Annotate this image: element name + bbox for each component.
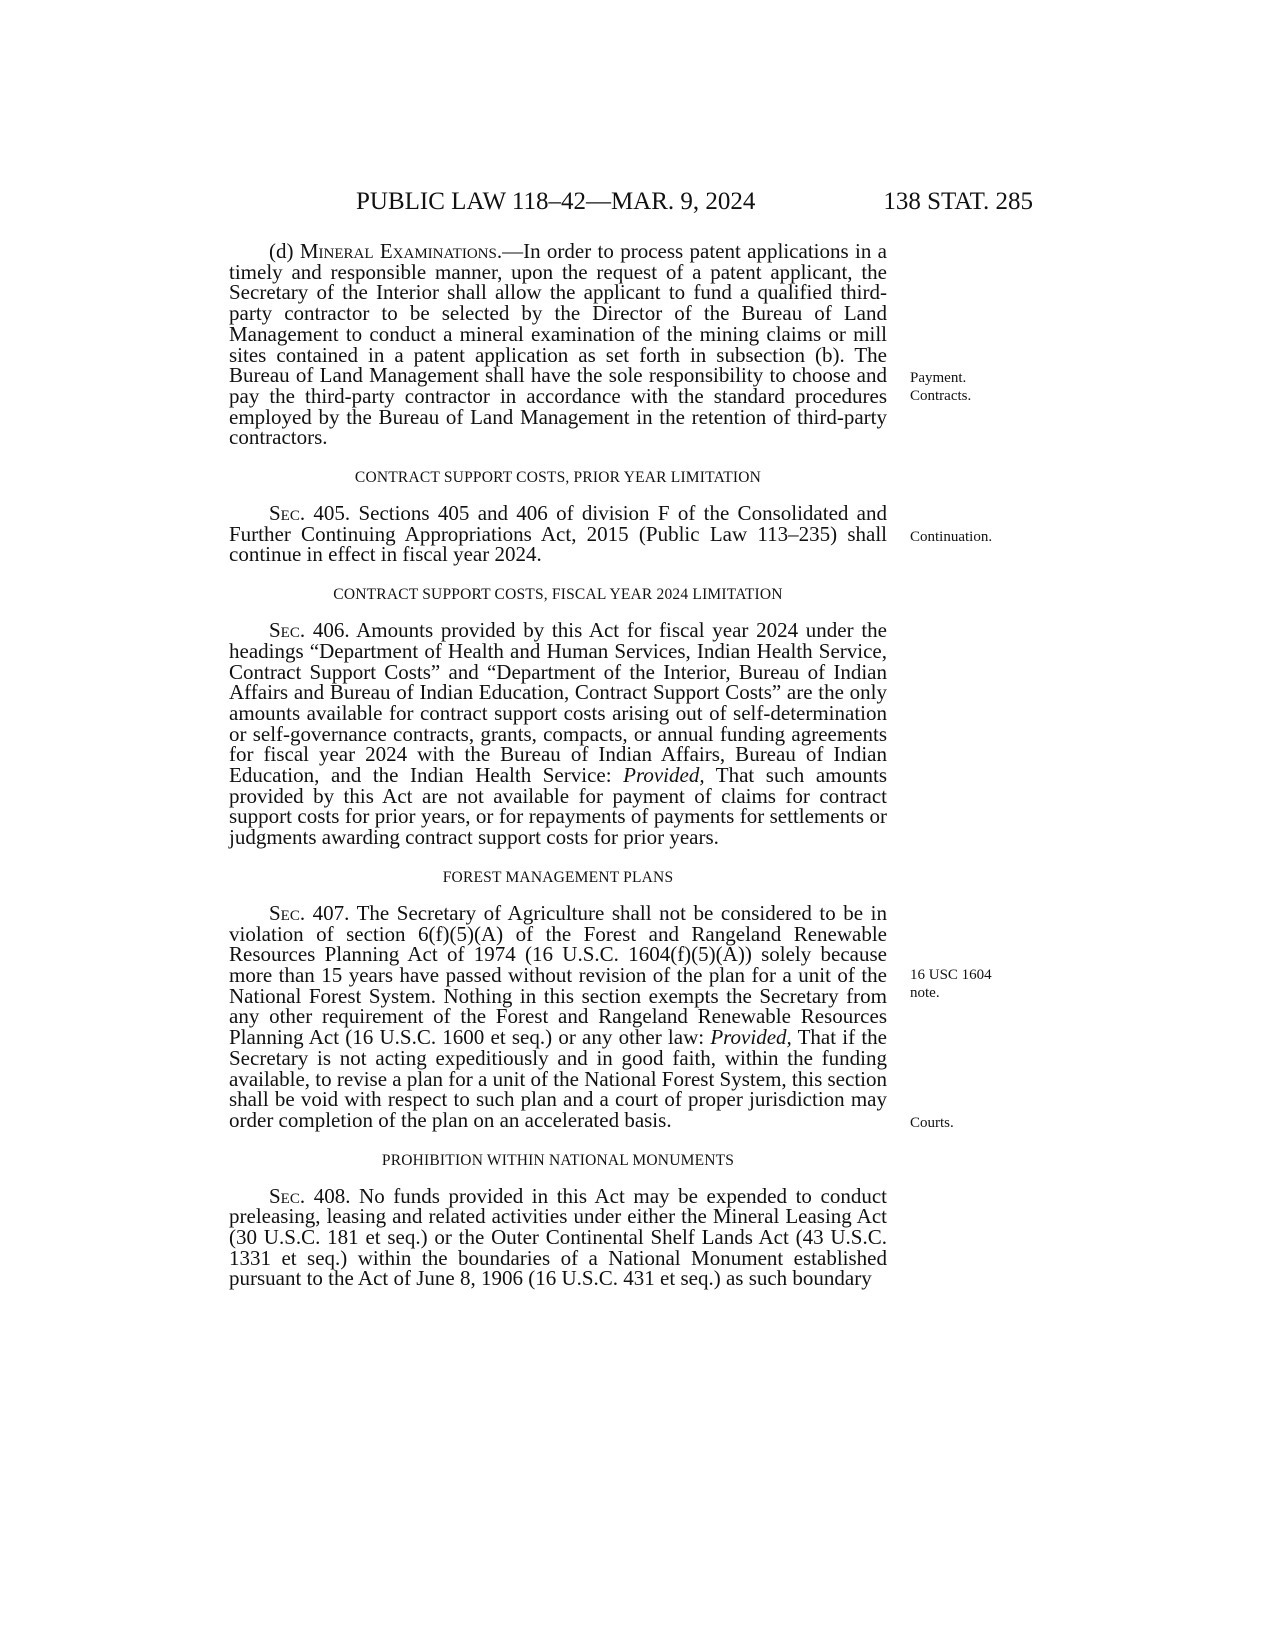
stat-page-number: 138 STAT. 285 [883, 188, 1033, 215]
section-text: . 407. The Secretary of Agriculture shall not be considered to be in violation of section 6(f)(5)(A) of the Forest and Rangeland Renewable Resources Planning Act of 1974 (16 U.S.C. 1604(f)(5)(A)) solely because more than 15 years have passed without revision of the plan for a unit of the National Forest System. Nothing in this section exempts the Secretary from any other requirement of the Forest and Rangeland Renewable Resources Planning Act (16 U.S.C. 1600 et seq.) or any other law: [229, 900, 887, 1050]
section-heading-405: CONTRACT SUPPORT COSTS, PRIOR YEAR LIMITATION [354, 469, 762, 487]
section-heading-406: CONTRACT SUPPORT COSTS, FISCAL YEAR 2024 LIMITATION [333, 586, 783, 604]
margin-note-payment: Payment. [910, 370, 967, 386]
subsection-text: .—In order to process patent applications in a timely and responsible manner, upon the request of a patent applicant, the Secretary of the Interior shall allow the applicant to fund a qualified third-party contractor to be selected by the Director of the Bureau of Land Management to conduct a mineral examination of the mining claims or mill sites contained in a patent application as set forth in subsection (b). The Bureau of Land Management shall have the sole responsibility to choose and pay the third-party contractor in accordance with the standard procedures employed by the Bureau of Land Management in the retention of third-party contractors. [229, 239, 887, 450]
section-408-paragraph [229, 1183, 887, 1291]
section-label: Sec [269, 900, 300, 925]
section-406-paragraph [229, 620, 887, 848]
running-head: PUBLIC LAW 118–42—MAR. 9, 2024 [356, 188, 756, 215]
margin-note-usc-citation: 16 USC 1604 [910, 967, 992, 983]
section-text: . 406. Amounts provided by this Act for fiscal year 2024 under the headings “Department of Health and Human Services, Indian Health Service, Contract Support Costs” and “Department of the Interior, Bureau of Indian Affairs and Bureau of Indian Education, Contract Support Costs” are the only amounts available for contract support costs arising out of self-determination or self-governance contracts, grants, compacts, or annual funding agreements for fiscal year 2024 with the Bureau of Indian Affairs, Bureau of Indian Education, and the Indian Health Service: [229, 618, 887, 788]
margin-note-continuation: Continuation. [910, 529, 993, 545]
section-label: Sec [269, 501, 300, 526]
body-text [229, 241, 887, 1289]
section-heading-407: FOREST MANAGEMENT PLANS [442, 868, 674, 886]
mineral-examinations-paragraph [229, 241, 887, 448]
section-407-paragraph [229, 900, 887, 1132]
subsection-caption: Mineral Examinations [299, 239, 497, 263]
section-text: . 408. No funds provided in this Act may be expended to conduct preleasing, leasing and related activities under either the Mineral Leasing Act (30 U.S.C. 181 et seq.) or the Outer Continental Shelf Lands Act (43 U.S.C. 1331 et seq.) within the boundaries of a National Monument established pursuant to the Act of June 8, 1906 (16 U.S.C. 431 et seq.) as such boundary [229, 1183, 887, 1291]
section-text-continued: That such amounts provided by this Act are not available for payment of claims for contract support costs for prior years, or for repayments of payments for settlements or judgments awarding contract support costs for prior years. [229, 763, 887, 850]
provided-italic: Provided, [710, 1025, 792, 1050]
section-405-paragraph [229, 503, 887, 565]
section-heading-408: PROHIBITION WITHIN NATIONAL MONUMENTS [381, 1151, 735, 1169]
section-label: Sec [269, 1183, 300, 1208]
provided-italic: Provided, [623, 763, 705, 788]
margin-note-contracts: Contracts. [910, 388, 972, 404]
section-label: Sec [269, 618, 300, 643]
margin-note-usc-note: note. [910, 985, 940, 1001]
subsection-label: (d) [269, 239, 300, 263]
page-header [356, 188, 1033, 218]
margin-note-courts: Courts. [910, 1115, 954, 1131]
section-text-continued: That if the Secretary is not acting expeditiously and in good faith, within the funding available, to revise a plan for a unit of the National Forest System, this section shall be void with respect to such plan and a court of proper jurisdiction may order completion of the plan on an accelerated basis. [229, 1025, 887, 1132]
section-text: . 405. Sections 405 and 406 of division F of the Consolidated and Further Continuing Appropriations Act, 2015 (Public Law 113–235) shall continue in effect in fiscal year 2024. [229, 501, 887, 567]
